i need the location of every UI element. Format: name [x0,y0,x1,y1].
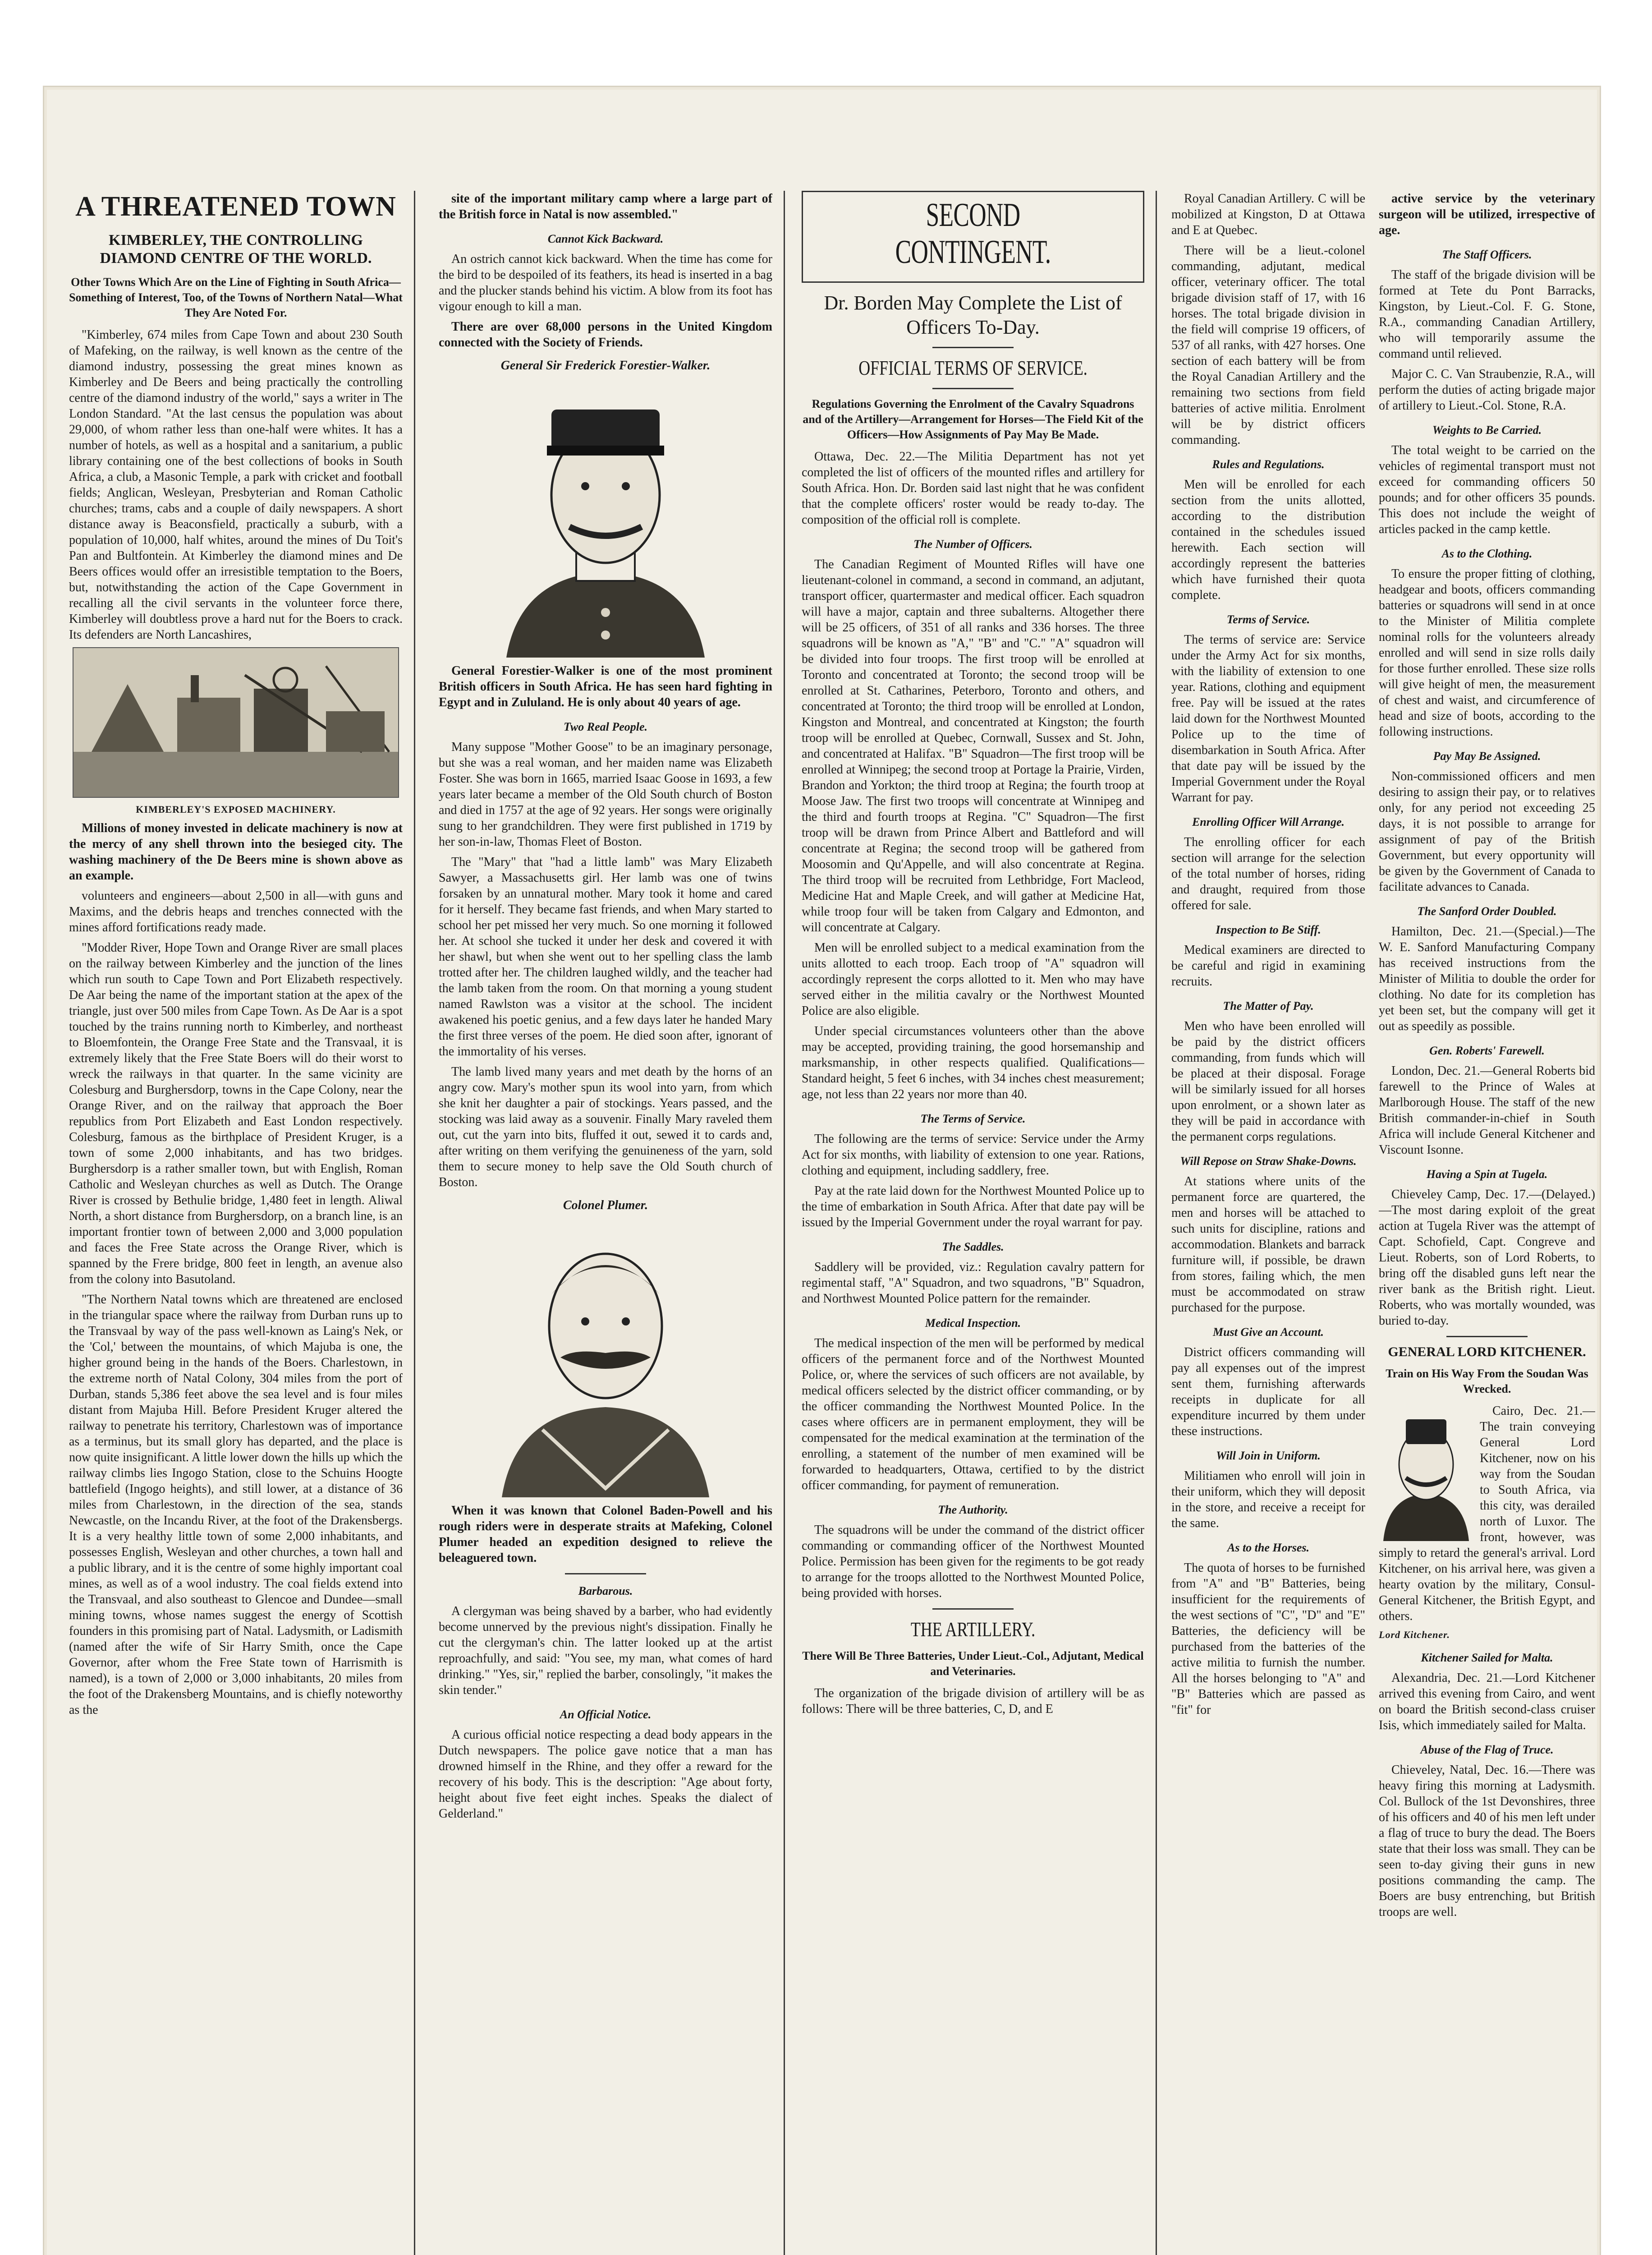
artillery-heading: THE ARTILLERY. [910,1618,1036,1641]
article-paragraph: "Kimberley, 674 miles from Cape Town and about 230 South of Mafeking, on the railway, is well known as the centre of the diamond industry, possessing the great mines known as Kimberley and De Beers and being practically the controlling centre of the diamond industry of the world," says a writer in The London Standard. "At the last census the population was about 29,000, of whom rather less than one-half were whites. It has a number of hotels, as well as a hospital and a sanitarium, a public library containing one of the best collections of books in South Africa, a club, a Masonic Temple, a park with cricket and football fields; Anglican, Wesleyan, Presbyterian and Roman Catholic churches; trams, cabs and a couple of daily newspapers. A short distance away is Beaconsfield, practically a suburb, with a population of 10,000, half whites, around the mines of Du Toit's Pan and Bultfontein. At Kimberley the diamond mines and De Beers offices would offer an irresistible temptation to the Boers, but, notwithstanding the action of the Cape Government in recalling all the civil servants in the volunteer force there, Kimberley will doubtless prove a hard nut for the Boers to crack. Its defenders are North Lancashires, [69,328,403,642]
horses-title: As to the Horses. [1227,1541,1310,1554]
authority-title: The Authority. [938,1503,1008,1516]
matter-text: Men who have been enrolled will be paid by the district officers commanding, from funds which will be placed at their disposal. Forage will be similarly issued for all horses upon enrolment, or a shown later as they will be paid in accordance with the permanent corps regulations. [1171,1019,1365,1144]
column-rule [784,191,785,2255]
notice-title: An Official Notice. [560,1708,652,1721]
ostrich-text: An ostrich cannot kick backward. When the time has come for the bird to be despoiled of its feathers, its head is inserted in a bag and the plucker stands behind his victim. A blow from its foot has vigour enough to kill a man. [439,252,772,313]
column-artillery [1171,191,1365,2255]
service-text: The terms of service are: Service under the Army Act for six months, with the liability of extension to one year. Rations, clothing and equipment free. Pay will be issued at the rates laid down for the Northwest Mounted Police up to the time of disembarkation in South Africa. After that date pay will be issued by the Imperial Government under the Royal Warrant for pay. [1171,633,1365,805]
divider [565,1573,646,1574]
uniform-title: Will Join in Uniform. [1216,1449,1321,1462]
article-paragraph: active service by the veterinary surgeon will be utilized, irrespective of age. [1379,192,1595,237]
article-paragraph: Royal Canadian Artillery. C will be mobilized at Kingston, D at Ottawa and E at Quebec. [1171,192,1365,237]
headline-second-contingent: SECOND CONTINGENT. [895,197,1051,271]
regulations-deck: Regulations Governing the Enrolment of the Cavalry Squadrons and of the Artillery—Arrangement for Horses—The Field Kit of the Officers—How Assignments of Pay May Be Made. [803,397,1143,441]
newspaper-page [43,86,1601,2255]
plumer-portrait [488,1218,723,1497]
uniform-text: Militiamen who enroll will join in their uniform, which they will deposit in the store, and receive a receipt for the same. [1171,1469,1365,1530]
clothing-title: As to the Clothing. [1441,547,1533,560]
deck-borden: Dr. Borden May Complete the List of Officers To-Day. [824,292,1122,338]
deck-other-towns: Other Towns Which Are on the Line of Fighting in South Africa—Something of Interest, Too, of the Towns of Northern Natal—What They Are Noted For. [69,276,403,319]
tugela-text: Chieveley Camp, Dec. 17.—(Delayed.)—The most daring exploit of the great action at Tugela River was the attempt of Capt. Schofield, Capt. Congreve and Lieut. Roberts, son of Lord Roberts, to bring off the disabled guns left near the river bank as the British right. Lieut. Roberts, who was mortally wounded, was buried to-day. [1379,1187,1595,1328]
article-paragraph: Ottawa, Dec. 22.—The Militia Department has not yet completed the list of officers of the mounted rifles and artillery for South Africa. Hon. Dr. Borden said last night that he was confident that the complete officers' roster would be ready to-day. The composition of the official roll is complete. [802,450,1144,527]
headline-threatened-town: A THREATENED TOWN [75,191,396,222]
article-paragraph: "The Northern Natal towns which are threatened are enclosed in the triangular space where the railway from Durban runs up to the Transvaal by way of the pass well-known as Laing's Nek, or the 'Col,' between the mountains, of which Majuba is one, the higher ground being in the hands of the Boers. Charlestown, in the extreme north of Natal Colony, 304 miles from the port of Durban, stands 5,386 feet above the sea level and is four miles distant from Majuba Hill. Before President Kruger altered the railway to penetrate his territory, Charlestown was of importance as a terminus, but its small glory has departed, and the place is now quite insignificant. A little lower down the hills up which the railway climbs lies Ingogo Station, close to the Schuins Hoogte battlefield (Ingogo heights), and still lower, at a distance of 36 miles from Charlestown, in the direction of the sea, stands Newcastle, on the Incandu River, at the foot of the Drakensbergs. It is a very healthy little town of some 2,000 inhabitants, and possesses English, Wesleyan and other churches, a town hall and a public library, and it is the centre of some highly important coal mines, as well as of a wool industry. The coal fields extend into the Transvaal, and also southeast to Glencoe and Dundee—small mining towns, whose names suggest the energy of Scottish founders in this promising part of Natal. Ladysmith, or Ladismith (named after the wife of Sir Harry Smith, once the Cape Governor, after whom the Free State town of Harrismith is named), is a town of 2,000 or 3,000 inhabitants, 20 miles from the foot of the Drakensberg Mountains, and is chiefly noteworthy as the [69,1293,403,1717]
malta-text: Alexandria, Dec. 21.—Lord Kitchener arrived this evening from Cairo, and went on board the British second-class cruiser Isis, which immediately sailed for Malta. [1379,1671,1595,1732]
official-terms-heading: OFFICIAL TERMS OF SERVICE. [858,356,1088,379]
flag-text: Chieveley, Natal, Dec. 16.—There was heavy firing this morning at Ladysmith. Col. Bullock of the 1st Devonshires, three of his officers and 40 of his men left under a flag of truce to bury the dead. The Boers state that their loss was small. They can be seen to-day giving their guns in new positions commanding the camp. The Boers are busy entrenching, but British troops are well. [1379,1763,1595,1919]
article-paragraph: Under special circumstances volunteers other than the above may be accepted, providing training, the good horsemanship and marksmanship, in other respects qualified. Qualifications—Standard height, 5 feet 6 inches, with 34 inches chest measurement; age, not less than 22 years nor more than 40. [802,1024,1144,1101]
medical-text: The medical inspection of the men will be performed by medical officers of the permanent force and of the Northwest Mounted Police, or, where the services of such officers are not available, by medical officers selected by the district officer commanding, or by the officer commanding the Northwest Mounted Police. In the cases where officers are in permanent employment, they will be compensated for the medical examination at the termination of the enrolling, a statement of the number of men examined will be forwarded to headquarters, Ottawa, certified to by the district officer commanding, for payment of remuneration. [802,1336,1144,1492]
walker-title: General Sir Frederick Forestier-Walker. [500,359,711,373]
flag-title: Abuse of the Flag of Truce. [1420,1743,1554,1756]
article-paragraph: There will be a lieut.-colonel commanding, adjutant, medical officer, veterinary officer. The total brigade division staff of 17, with 16 horses. The total brigade division in the field will comprise 19 officers, of 537 of all ranks, with 427 horses. One section of each battery will be from the Royal Canadian Artillery and the remaining two sections from field batteries of active militia. Enrolment will be by district officers commanding. [1171,244,1365,447]
artillery-text: The organization of the brigade division of artillery will be as follows: There will be three batteries, C, D, and E [802,1686,1144,1716]
weights-title: Weights to Be Carried. [1432,423,1542,437]
walker-text: General Forestier-Walker is one of the most prominent British officers in South Africa. He has seen hard fighting in Egypt and in Zululand. He is only about 40 years of age. [439,664,772,709]
sanford-text: Hamilton, Dec. 21.—(Special.)—The W. E. Sanford Manufacturing Company has received instructions from the Minister of Militia to double the order for clothing. No date for its completion has yet been set, but the company will get it out as speedily as possible. [1379,925,1595,1033]
malta-title: Kitchener Sailed for Malta. [1421,1651,1553,1664]
plumer-text: When it was known that Colonel Baden-Powell and his rough riders were in desperate straits at Mafeking, Colonel Plumer headed an expedition designed to relieve the beleaguered town. [439,1504,772,1565]
column-rule [1156,191,1157,2255]
matter-title: The Matter of Pay. [1223,999,1314,1012]
artillery-deck: There Will Be Three Batteries, Under Lieut.-Col., Adjutant, Medical and Veterinaries. [802,1649,1144,1678]
mary-text-2: The lamb lived many years and met death by the horns of an angry cow. Mary's mother spun its wool into yarn, from which she knit her daughter a pair of stockings. Years passed, and the stocking was laid away as a souvenir. Finally Mary raveled them out, cut the yarn into bits, fluffed it out, sewed it to cards and, after writing on them verifying the genuineness of the yarn, sold them to secure money to help save the Old South church of Boston. [439,1065,772,1189]
rules-title: Rules and Regulations. [1212,458,1325,471]
column-news [1379,191,1595,2255]
article-paragraph: site of the important military camp where a large part of the British force in Natal is now assembled." [439,192,772,221]
machinery-caption: KIMBERLEY'S EXPOSED MACHINERY. [136,804,336,815]
straw-title: Will Repose on Straw Shake-Downs. [1180,1155,1357,1168]
article-paragraph: "Modder River, Hope Town and Orange River are small places on the railway between Kimberley and the junction of the lines which run south to Cape Town and Port Elizabeth respectively. De Aar being the name of the important station at the apex of the triangle, just over 500 miles from Cape Town. As De Aar is a spot touched by the trains running north to Kimberley, and northeast to Bloemfontein, the Orange Free State and the Transvaal, it is extremely likely that the Free State Boers will do their worst to wreck the railways in that quarter. In the same vicinity are Colesburg and Burghersdorp, towns in the Cape Colony, near the Orange River, and on the railway that approach the Boer republics from Port Elizabeth and East London respectively. Colesburg, famous as the birthplace of President Kruger, is a town of some 2,000 inhabitants, and has two bridges. Burghersdorp is a rather smaller town, but with English, Roman Catholic and Wesleyan churches as well as Dutch. The Orange River is crossed by Bethulie bridge, 1,480 feet in length. Aliwal North, a short distance from Burghersdorp, on a branch line, is an important frontier town of between 2,000 and 3,000 population and faces the Free State across the Orange River, which is spanned by the Frere bridge, 800 feet in length, an avenue also from the colony into Basutoland. [69,941,403,1286]
friends-text: There are over 68,000 persons in the United Kingdom connected with the Society of Friends. [439,320,772,350]
arrange-title: Enrolling Officer Will Arrange. [1192,815,1345,828]
kitchener-portrait [1379,1406,1473,1541]
assign-text: Non-commissioned officers and men desiring to assign their pay, or to relatives only, for any period not exceeding 25 days, it is not possible to arrange for assignment of pay of the British Government, but every opportunity will be given by the Government of Canada to facilitate advances to Canada. [1379,769,1595,894]
roberts-title: Gen. Roberts' Farewell. [1429,1044,1545,1057]
assign-title: Pay May Be Assigned. [1433,750,1541,763]
saddles-title: The Saddles. [942,1240,1004,1253]
advance-text: District officers commanding will pay all expenses out of the imprest sent them, furnishing afterwards receipts in duplicate for all expenditure incurred by them under these instructions. [1171,1345,1365,1438]
column-kimberley [69,191,403,2255]
machinery-note: Millions of money invested in delicate machinery is now at the mercy of any shell thrown into the besieged city. The washing machinery of the De Beers mine is shown above as an example. [69,821,403,883]
saddles-text: Saddlery will be provided, viz.: Regulation cavalry pattern for regimental staff, "A" Squadron, and two squadrons, "B" Squadron, and Northwest Mounted Police pattern for the remainder. [802,1260,1144,1306]
subhead-kimberley: KIMBERLEY, THE CONTROLLING DIAMOND CENTRE OF THE WORLD. [100,232,372,267]
barber-title: Barbarous. [578,1584,633,1597]
kitchener-heading: GENERAL LORD KITCHENER. [1388,1344,1586,1359]
straw-text: At stations where units of the permanent force are quartered, the men and horses will be attached to such units for discipline, rations and accommodation. Blankets and barrack furniture will, if possible, be drawn from stores, failing which, the men must be accommodated on straw purchased for the purpose. [1171,1174,1365,1315]
column-miscellany [439,191,772,2255]
sanford-title: The Sanford Order Doubled. [1417,905,1557,918]
divider [932,1608,1014,1610]
mary-text: The "Mary" that "had a little lamb" was Mary Elizabeth Sawyer, a Massachusetts girl. Her lamb was one of twins forsaken by an unnatural mother. Mary took it home and cared for it herself. They became fast friends, and when Mary started to school her pet missed her very much. So one morning it followed her. At school she tucked it under her desk and covered it with her shawl, but when she went out to her spelling class the lamb trotted after her. The children laughed wildly, and the teacher had the lamb taken from the room. On that morning a young student named Rawlston was a visitor at the school. The incident awakened his poetic genius, and a few days later he handed Mary the first three verses of the poem. He died soon after, ignorant of the immortality of his verses. [439,855,772,1058]
horses-text: The quota of horses to be furnished from "A" and "B" Batteries, being insufficient for the requirements of the west sections of "C", "D" and "E" Batteries, the deficiency will be purchased from the batteries of the active militia to furnish the number. All the horses belonging to "A" and "B" Batteries which are passed as "fit" for [1171,1561,1365,1717]
walker-portrait [488,378,723,658]
service-title: Terms of Service. [1226,613,1310,626]
authority-text: The squadrons will be under the command of the district officer commanding or commanding officer of the Northwest Mounted Police. Permission has been given for the regiments to be got ready to arrange for the troops allotted to the Northwest Mounted Police, being provided with horses. [802,1523,1144,1600]
barber-text: A clergyman was being shaved by a barber, who had evidently become unnerved by the previous night's dissipation. Finally he cut the clergyman's chin. The latter looked up at the artist reproachfully, and said: "You see, my man, what comes of hard drinking." "Yes, sir," replied the barber, consolingly, "it makes the skin tender." [439,1604,772,1697]
pay-text: Pay at the rate laid down for the Northwest Mounted Police up to the time of embarkation in South Africa. After that date pay will be issued by the Imperial Government under the royal warrant for pay. [802,1184,1144,1229]
plumer-title: Colonel Plumer. [563,1198,648,1212]
article-paragraph: Men will be enrolled subject to a medical examination from the units allotted to each troop. Each troop of "A" squadron will accordingly represent the corps allotted to it. Men who may have served either in the militia cavalry or the Northwest Mounted Police are also eligible. [802,941,1144,1018]
staff-title: The Staff Officers. [1442,248,1532,261]
column-rule [414,191,415,2255]
arrange-text: The enrolling officer for each section will arrange for the selection of the total number of horses, riding and draught, required from those offered for sale. [1171,835,1365,912]
staff-text: The staff of the brigade division will be formed at Tete du Pont Barracks, Kingston, by Lieut.-Col. F. G. Stone, R.A., commanding Canadian Artillery, who will temporarily assume the command until relieved. [1379,268,1595,361]
clothing-text: To ensure the proper fitting of clothing, headgear and boots, officers commanding batteries or squadrons will send in at once to the Minister of Militia complete nominal rolls for the volunteers already enrolled and will send in size rolls daily for those further enrolled. These size rolls will give height of men, the measurement of chest and waist, and circumference of head and size of boots, according to the following instructions. [1379,567,1595,739]
officers-title: The Number of Officers. [913,538,1032,551]
medical-title: Medical Inspection. [925,1316,1021,1330]
kitchener-text: Cairo, Dec. 21.—The train conveying General Lord Kitchener, now on his way from the Soudan to South Africa, via this city, was derailed north of Luxor. The front, however, was simply to retard the general's arrival. Lord Kitchener, on his arrival here, was given a hearty ovation by the military, Consul-General Kitchener, the British Egypt, and others. [1379,1404,1595,1623]
column-second-contingent [802,191,1144,2255]
rules-text: Men will be enrolled for each section from the units allotted, according to the distribution contained in the schedules issued herewith. Each section will accordingly represent the batteries which have furnished their quota complete. [1171,478,1365,602]
kitchener-caption: Lord Kitchener. [1379,1629,1450,1640]
staff-text-2: Major C. C. Van Straubenzie, R.A., will perform the duties of acting brigade major of artillery to Lieut.-Col. Stone, R.A. [1379,367,1595,413]
notice-text: A curious official notice respecting a dead body appears in the Dutch newspapers. The police gave notice that a man has drowned himself in the Rhine, and they offer a reward for the recovery of his body. This is the description: "Age about forty, height about five feet eight inches. Speaks the dialect of Gelderland." [439,1728,772,1821]
officers-text: The Canadian Regiment of Mounted Rifles will have one lieutenant-colonel in command, a second in command, an adjutant, transport officer, quartermaster and medical officer. Each squadron will have a major, captain and three subalterns. Altogether there will be 25 officers, of 351 of all ranks and 336 horses. The three squadrons will be known as "A," "B" and "C." "A" squadron will be divided into four troops. The first troop will be enrolled at Toronto and concentrated at Toronto; the second troop will be enrolled at St. Catharines, Peterboro, Toronto and others, and concentrated at Toronto; the third troop will be enrolled at London, Kingston and Montreal, and concentrated at Kingston; the fourth troop will be enrolled at Quebec, Cornwall, Sussex and St. John, and concentrated at Halifax. "B" Squadron—The first troop will be enrolled at Winnipeg; the second troop at Portage la Prairie, Virden, Brandon and Yorkton; the third troop at Regina; the fourth troop at Moose Jaw. The first two troops will concentrate at Winnipeg and the third and fourth troops at Regina. "C" Squadron—The first troop will be drawn from Prince Albert and Battleford and will concentrate at Regina; the second troop will be gathered from Moosomin and Qu'Appelle, and will also concentrate at Regina. The third troop will be recruited from Lethbridge, Fort Macleod, Medicine Hat and Maple Creek, and will gather at Medicine Hat, while troop four will be taken from Calgary and Edmonton, and will concentrate at Calgary. [802,557,1144,934]
advance-title: Must Give an Account. [1212,1325,1324,1339]
terms-title: The Terms of Service. [920,1112,1026,1125]
article-paragraph: volunteers and engineers—about 2,500 in all—with guns and Maxims, and the debris heaps and trenches connected with the mines afford fortifications ready made. [69,889,403,934]
ostrich-title: Cannot Kick Backward. [547,232,664,245]
machinery-illustration [73,647,399,798]
weights-text: The total weight to be carried on the vehicles of regimental transport must not exceed for commanding officers 50 pounds; and for other officers 35 pounds. This does not include the weight of articles packed in the camp kettle. [1379,443,1595,536]
tugela-title: Having a Spin at Tugela. [1426,1168,1548,1181]
inspect-title: Inspection to Be Stiff. [1216,923,1321,936]
divider [1446,1336,1528,1337]
kitchener-deck: Train on His Way From the Soudan Was Wrecked. [1386,1367,1588,1395]
roberts-text: London, Dec. 21.—General Roberts bid farewell to the Prince of Wales at Marlborough House. The staff of the new British commander-in-chief in South Africa will include General Kitchener and Viscount Isonne. [1379,1064,1595,1157]
goose-text: Many suppose "Mother Goose" to be an imaginary personage, but she was a real woman, and her maiden name was Elizabeth Foster. She was born in 1665, married Isaac Goose in 1693, a few years later became a member of the Old South church of Boston and died in 1757 at the age of 92 years. Her songs were originally sung to her grandchildren. They were first published in 1719 by her son-in-law, Thomas Fleet of Boston. [439,740,772,849]
divider [932,388,1014,389]
contingent-header-box [802,191,1144,283]
goose-title: Two Real People. [563,720,648,733]
terms-text: The following are the terms of service: Service under the Army Act for six months, with liability of extension to one year. Rations, clothing and equipment, including saddlery, free. [802,1132,1144,1178]
inspect-text: Medical examiners are directed to be careful and rigid in examining recruits. [1171,943,1365,989]
divider [932,347,1014,348]
